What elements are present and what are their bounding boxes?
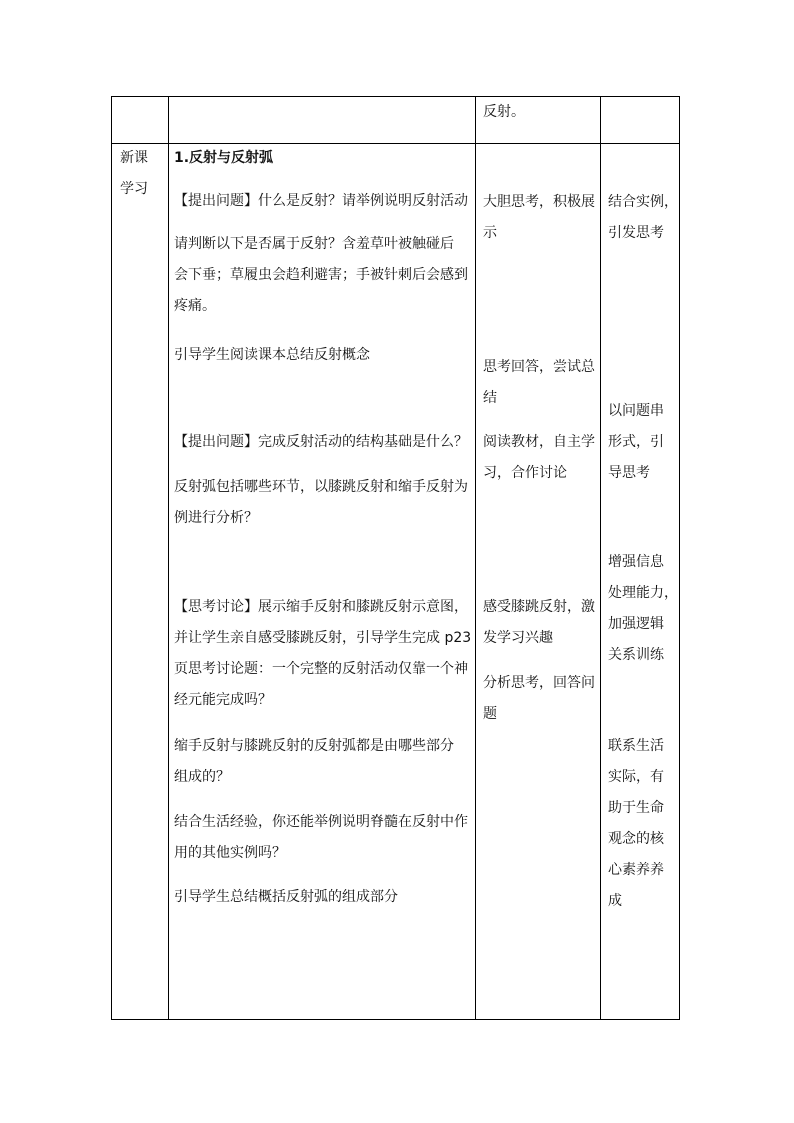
design-intent-line: 导思考 <box>608 465 650 481</box>
teacher-paragraph-line: 会下垂；草履虫会趋利避害；手被针刺后会感到 <box>174 267 468 283</box>
design-intent-line: 实际，有 <box>608 769 664 785</box>
teacher-paragraph-line: 例进行分析？ <box>174 510 258 526</box>
design-intent-line: 增强信息 <box>608 554 664 570</box>
column-divider <box>168 97 169 1019</box>
teacher-paragraph-line: 用的其他实例吗？ <box>174 845 286 861</box>
student-activity-line: 思考回答，尝试总 <box>483 359 595 375</box>
design-intent-line: 心素养养 <box>608 862 664 878</box>
design-intent-line: 加强逻辑 <box>608 616 664 632</box>
student-activity-line: 大胆思考，积极展 <box>483 194 595 210</box>
teacher-paragraph-line: 组成的？ <box>174 769 230 785</box>
design-intent-line: 引发思考 <box>608 225 664 241</box>
teacher-paragraph-line: 并让学生亲自感受膝跳反射，引导学生完成 p23 <box>174 630 472 646</box>
section-heading: 1.反射与反射弧 <box>174 150 274 166</box>
student-activity-line: 结 <box>483 390 497 406</box>
design-intent-line: 成 <box>608 893 622 909</box>
student-activity-line: 习，合作讨论 <box>483 465 567 481</box>
teacher-paragraph-line: 【思考讨论】展示缩手反射和膝跳反射示意图， <box>174 599 468 615</box>
teacher-paragraph: 【提出问题】什么是反射？请举例说明反射活动 <box>174 193 468 209</box>
column-divider <box>475 97 476 1019</box>
lesson-plan-table <box>111 96 680 1020</box>
design-intent-line: 联系生活 <box>608 738 664 754</box>
section-label-line: 学习 <box>120 181 148 197</box>
student-activity-line: 分析思考，回答问 <box>483 675 595 691</box>
teacher-paragraph-line: 页思考讨论题：一个完整的反射活动仅靠一个神 <box>174 661 468 677</box>
section-label-line: 新课 <box>120 150 148 166</box>
design-intent-line: 以问题串 <box>608 403 664 419</box>
design-intent-line: 助于生命 <box>608 800 664 816</box>
student-activity-line: 示 <box>483 225 497 241</box>
student-activity-line: 感受膝跳反射，激 <box>483 599 595 615</box>
student-activity-line: 发学习兴趣 <box>483 630 553 646</box>
teacher-paragraph: 引导学生总结概括反射弧的组成部分 <box>174 889 398 905</box>
row0-student-cell-text: 反射。 <box>483 104 525 120</box>
teacher-paragraph-line: 疼痛。 <box>174 298 216 314</box>
teacher-paragraph-line: 缩手反射与膝跳反射的反射弧都是由哪些部分 <box>174 738 454 754</box>
teacher-paragraph-line: 结合生活经验，你还能举例说明脊髓在反射中作 <box>174 814 468 830</box>
design-intent-line: 关系训练 <box>608 647 664 663</box>
teacher-paragraph: 引导学生阅读课本总结反射概念 <box>174 347 370 363</box>
column-divider <box>600 97 601 1019</box>
teacher-paragraph-line: 反射弧包括哪些环节，以膝跳反射和缩手反射为 <box>174 479 468 495</box>
design-intent-line: 形式，引 <box>608 434 664 450</box>
design-intent-line: 处理能力， <box>608 585 678 601</box>
teacher-paragraph-line: 请判断以下是否属于反射？含羞草叶被触碰后 <box>174 236 454 252</box>
design-intent-line: 观念的核 <box>608 831 664 847</box>
student-activity-line: 题 <box>483 706 497 722</box>
student-activity-line: 阅读教材，自主学 <box>483 434 595 450</box>
design-intent-line: 结合实例， <box>608 194 678 210</box>
teacher-paragraph: 【提出问题】完成反射活动的结构基础是什么？ <box>174 434 468 450</box>
teacher-paragraph-line: 经元能完成吗？ <box>174 692 272 708</box>
